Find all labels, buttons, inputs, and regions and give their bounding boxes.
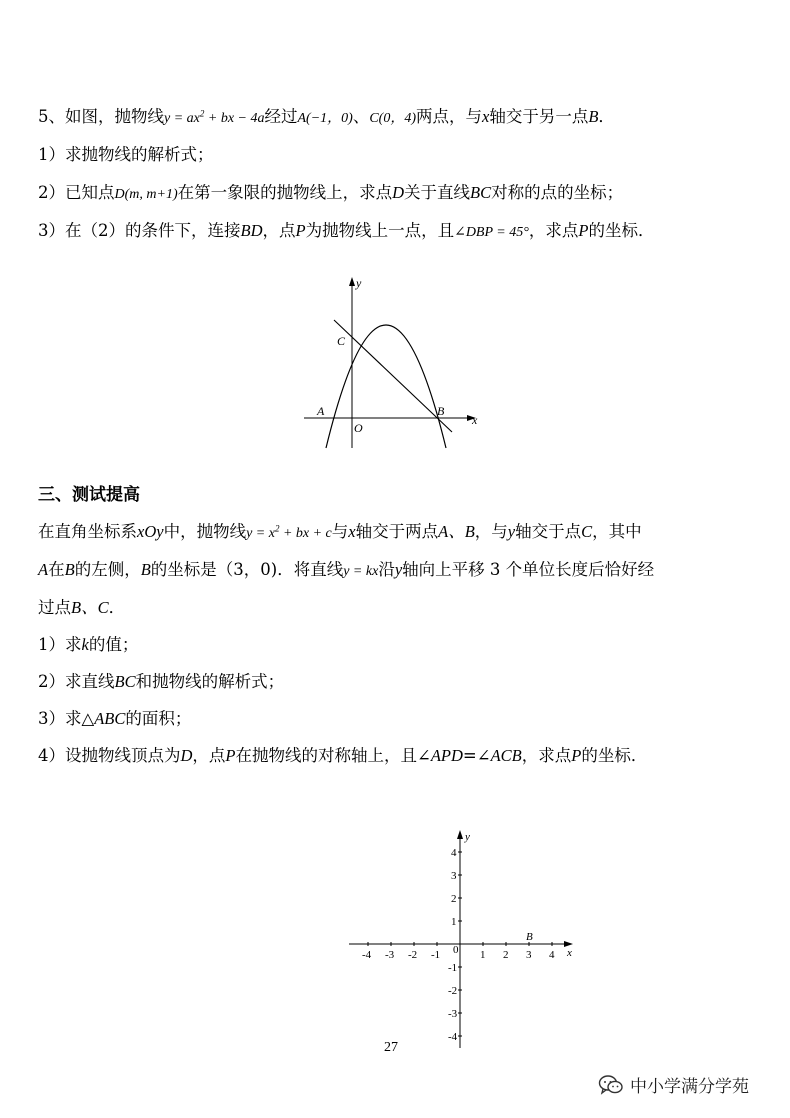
coordinate-axes-figure (345, 826, 585, 1056)
y-tick-label: 3 (451, 870, 457, 882)
section3-line3: 过点B、C． (38, 598, 126, 617)
parabola-figure (300, 270, 500, 460)
section3-question-4: 4）设抛物线顶点为D，点P在抛物线的对称轴上，且∠APD=∠ACB，求点P的坐标． (38, 746, 648, 765)
section3-question-3: 3）求△ABC的面积； (38, 709, 192, 728)
x-tick-label: -1 (431, 949, 441, 961)
x-axis-label: x (472, 413, 478, 427)
point-a-label: A (317, 404, 325, 418)
problem5-question-3: 3）在（2）的条件下，连接BD，点P为抛物线上一点，且∠DBP = 45°，求点P的坐标． (38, 221, 655, 240)
x-tick-label: 2 (503, 949, 509, 961)
x-tick-label: 4 (549, 949, 555, 961)
origin-label: 0 (453, 944, 459, 956)
y-axis-label: y (356, 276, 362, 290)
section3-question-2: 2）求直线BC和抛物线的解析式； (38, 672, 285, 691)
x-tick-label: 1 (480, 949, 486, 961)
angle-condition: ∠DBP = 45° (454, 225, 529, 240)
y-tick-label: 4 (451, 847, 457, 859)
origin-label: O (354, 421, 363, 435)
y-tick-label: 2 (451, 893, 457, 905)
y-tick-label: -2 (448, 985, 458, 997)
x-tick-label: 3 (526, 949, 532, 961)
section3-question-1: 1）求k的值； (38, 635, 139, 654)
y-axis-arrow-icon (457, 830, 463, 839)
y-axis-arrow-icon (349, 277, 355, 286)
page-number: 27 (384, 1040, 398, 1055)
watermark (598, 1072, 749, 1097)
x-tick-label: -3 (385, 949, 395, 961)
point-b-label: B (437, 404, 445, 418)
point-c-label: C (337, 334, 346, 348)
watermark-text: 中小学满分学苑 (630, 1077, 749, 1097)
problem-number: 5、 (38, 107, 65, 126)
y-tick-label: -4 (448, 1031, 458, 1043)
point-a: A(−1，0) (297, 111, 353, 126)
y-tick-label: 1 (451, 916, 457, 928)
problem-text: 经过 (264, 107, 298, 126)
section-heading: 三、测试提高 (38, 485, 140, 505)
line-formula: y = kx (343, 564, 379, 579)
section3-line2: A在B的左侧，B的坐标是（3，0)．将直线y = kx沿y轴向上平移 3 个单位长度后恰好经 (38, 560, 655, 579)
point-b-label: B (526, 931, 533, 943)
parabola-formula: $y = x^2$ + bx + c (246, 523, 332, 541)
wechat-icon (598, 1074, 624, 1096)
point-d: D(m, m+1) (114, 187, 178, 202)
y-tick-label: -1 (448, 962, 458, 974)
problem5-question-2: 2）已知点D(m, m+1)在第一象限的抛物线上，求点D关于直线BC对称的点的坐标； (38, 183, 624, 202)
section3-line1: 在直角坐标系xOy中，抛物线$y = x^2$ + bx + c与x轴交于两点A、B，与y轴交于点C，其中 (38, 522, 642, 541)
formula: $y = ax^2$ + bx − 4a (164, 108, 265, 126)
problem5-line1: 5、如图，抛物线$y = ax^2$ + bx − 4a经过A(−1，0)、C(0，4)两点，与x轴交于另一点B． (38, 107, 615, 126)
point-c: C(0，4) (369, 111, 416, 126)
problem5-question-1: 1）求抛物线的解析式； (38, 145, 214, 164)
y-tick-label: -3 (448, 1008, 458, 1020)
x-axis-label: x (567, 947, 572, 959)
y-axis-label: y (465, 831, 470, 843)
x-tick-label: -4 (362, 949, 372, 961)
x-tick-label: -2 (408, 949, 418, 961)
problem-text: 如图，抛物线 (65, 107, 164, 126)
